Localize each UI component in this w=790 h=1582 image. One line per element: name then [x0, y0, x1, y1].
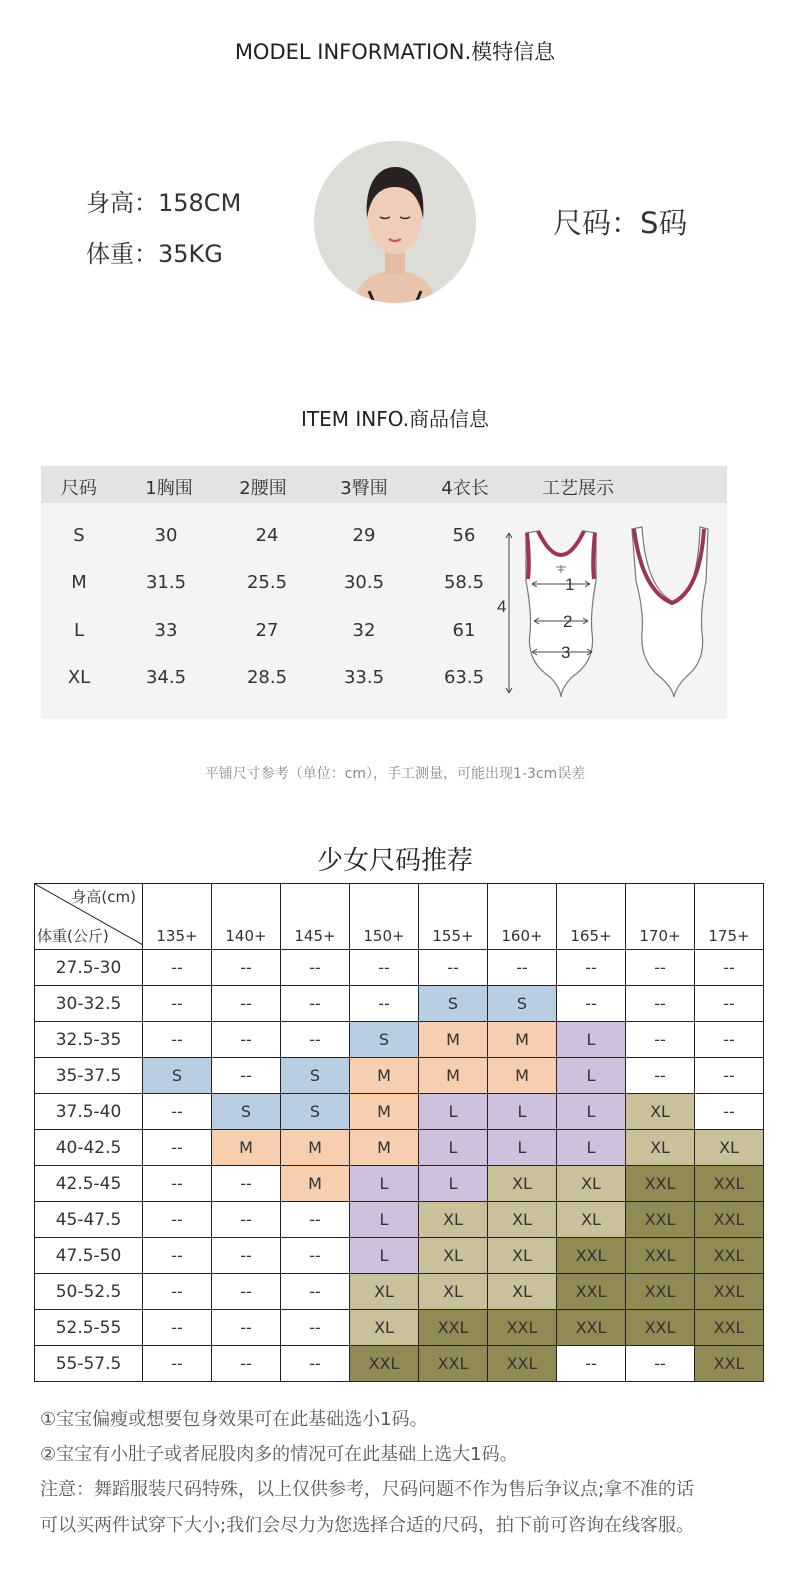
size-cell: XXL — [695, 1274, 764, 1310]
height-header: 150+ — [350, 884, 419, 950]
row-s-length: 56 — [452, 525, 476, 546]
size-cell: XXL — [350, 1346, 419, 1382]
weight-cell: 40-42.5 — [35, 1130, 143, 1166]
size-cell: -- — [419, 950, 488, 986]
height-header: 165+ — [557, 884, 626, 950]
size-cell: XL — [488, 1202, 557, 1238]
leotard-diagram — [496, 521, 716, 701]
height-header: 175+ — [695, 884, 764, 950]
size-cell: -- — [143, 1274, 212, 1310]
measure-note: 平铺尺寸参考（单位：cm），手工测量，可能出现1-3cm误差 — [204, 766, 586, 782]
size-cell: -- — [281, 1022, 350, 1058]
table-row — [35, 950, 764, 986]
row-l-hip: 32 — [352, 620, 376, 641]
row-l-chest: 33 — [154, 620, 178, 641]
size-cell: S — [419, 986, 488, 1022]
model-avatar — [314, 141, 476, 303]
header-waist: 2腰围 — [239, 478, 287, 499]
size-cell: -- — [695, 1058, 764, 1094]
size-cell: -- — [143, 1094, 212, 1130]
size-cell: -- — [143, 950, 212, 986]
size-cell: M — [350, 1130, 419, 1166]
footer-note-1: ①宝宝偏瘦或想要包身效果可在此基础选小1码。 — [40, 1409, 428, 1430]
size-cell: S — [281, 1058, 350, 1094]
size-cell: -- — [626, 986, 695, 1022]
size-cell: -- — [281, 1202, 350, 1238]
item-info-title: ITEM INFO.商品信息 — [300, 407, 490, 431]
size-cell: XXL — [488, 1310, 557, 1346]
size-cell: XXL — [488, 1346, 557, 1382]
row-m-waist: 25.5 — [246, 572, 288, 593]
size-cell: -- — [488, 950, 557, 986]
row-l-size: L — [73, 620, 85, 641]
size-cell: XXL — [626, 1166, 695, 1202]
size-cell: L — [488, 1094, 557, 1130]
size-cell: M — [350, 1058, 419, 1094]
size-cell: -- — [350, 986, 419, 1022]
table-row — [35, 1130, 764, 1166]
row-m-chest: 31.5 — [145, 572, 187, 593]
row-s-waist: 24 — [255, 525, 279, 546]
table-row — [35, 1094, 764, 1130]
size-cell: XXL — [695, 1310, 764, 1346]
weight-cell: 35-37.5 — [35, 1058, 143, 1094]
size-cell: XL — [488, 1274, 557, 1310]
size-cell: XXL — [557, 1274, 626, 1310]
table-row — [35, 1202, 764, 1238]
size-chart-title: 少女尺码推荐 — [316, 846, 473, 876]
item-measure-table — [41, 466, 727, 719]
model-weight: 体重：35KG — [86, 240, 223, 268]
size-cell: -- — [695, 986, 764, 1022]
size-cell: -- — [281, 950, 350, 986]
weight-cell: 55-57.5 — [35, 1346, 143, 1382]
weight-cell: 42.5-45 — [35, 1166, 143, 1202]
footer-note-3: 注意：舞蹈服装尺码特殊，以上仅供参考，尺码问题不作为售后争议点;拿不准的话 — [40, 1479, 695, 1500]
size-cell: L — [557, 1130, 626, 1166]
height-axis-label: 身高(cm) — [71, 888, 136, 906]
height-header: 155+ — [419, 884, 488, 950]
weight-cell: 27.5-30 — [35, 950, 143, 986]
size-cell: L — [350, 1238, 419, 1274]
footer-note-2: ②宝宝有小肚子或者屁股肉多的情况可在此基础上选大1码。 — [40, 1444, 518, 1465]
size-cell: -- — [281, 1274, 350, 1310]
size-cell: -- — [281, 986, 350, 1022]
size-cell: XXL — [419, 1346, 488, 1382]
size-cell: -- — [143, 1166, 212, 1202]
size-cell: -- — [695, 950, 764, 986]
size-cell: XXL — [626, 1238, 695, 1274]
size-cell: XL — [626, 1094, 695, 1130]
size-cell: L — [557, 1022, 626, 1058]
table-row — [35, 1166, 764, 1202]
size-cell: XL — [695, 1130, 764, 1166]
size-cell: -- — [695, 1094, 764, 1130]
header-length: 4衣长 — [441, 478, 489, 499]
size-cell: XXL — [695, 1346, 764, 1382]
row-xl-length: 63.5 — [443, 667, 485, 688]
size-cell: -- — [143, 986, 212, 1022]
size-cell: -- — [557, 986, 626, 1022]
size-cell: -- — [143, 1310, 212, 1346]
size-cell: XXL — [695, 1238, 764, 1274]
size-cell: XL — [350, 1310, 419, 1346]
size-cell: M — [419, 1022, 488, 1058]
footer-note-4: 可以买两件试穿下大小;我们会尽力为您选择合适的尺码，拍下前可咨询在线客服。 — [40, 1515, 695, 1536]
size-cell: M — [281, 1130, 350, 1166]
size-cell: S — [350, 1022, 419, 1058]
size-cell: XL — [626, 1130, 695, 1166]
size-cell: -- — [281, 1346, 350, 1382]
row-xl-hip: 33.5 — [343, 667, 385, 688]
size-cell: L — [557, 1094, 626, 1130]
size-cell: XXL — [557, 1310, 626, 1346]
size-cell: -- — [212, 1274, 281, 1310]
row-s-size: S — [73, 525, 85, 546]
weight-axis-label: 体重(公斤) — [37, 927, 109, 945]
height-header: 140+ — [212, 884, 281, 950]
size-cell: S — [143, 1058, 212, 1094]
size-cell: XL — [557, 1202, 626, 1238]
size-cell: XXL — [695, 1166, 764, 1202]
size-cell: -- — [143, 1022, 212, 1058]
size-cell: S — [281, 1094, 350, 1130]
size-cell: XXL — [695, 1202, 764, 1238]
header-craft: 工艺展示 — [542, 478, 614, 499]
diagram-label-2: 2 — [563, 612, 573, 631]
row-l-waist: 27 — [255, 620, 279, 641]
size-cell: -- — [143, 1238, 212, 1274]
row-xl-size: XL — [67, 667, 91, 688]
row-xl-chest: 34.5 — [145, 667, 187, 688]
size-cell: XL — [488, 1166, 557, 1202]
size-cell: XL — [557, 1166, 626, 1202]
model-height: 身高：158CM — [86, 189, 242, 217]
size-cell: -- — [626, 1346, 695, 1382]
header-hip: 3臀围 — [340, 478, 388, 499]
header-size: 尺码 — [61, 478, 97, 499]
size-cell: XXL — [626, 1274, 695, 1310]
weight-cell: 52.5-55 — [35, 1310, 143, 1346]
size-cell: -- — [557, 950, 626, 986]
table-row — [35, 1274, 764, 1310]
size-cell: S — [212, 1094, 281, 1130]
row-l-length: 61 — [452, 620, 476, 641]
size-cell: XL — [350, 1274, 419, 1310]
size-cell: L — [557, 1058, 626, 1094]
size-cell: M — [419, 1058, 488, 1094]
height-header: 145+ — [281, 884, 350, 950]
size-cell: -- — [143, 1130, 212, 1166]
size-cell: XL — [419, 1202, 488, 1238]
row-s-chest: 30 — [154, 525, 178, 546]
size-cell: XL — [419, 1238, 488, 1274]
diagram-label-3: 3 — [561, 643, 571, 662]
size-cell: L — [488, 1130, 557, 1166]
table-row — [35, 1310, 764, 1346]
size-table-corner — [35, 884, 143, 950]
size-cell: -- — [281, 1310, 350, 1346]
model-size: 尺码：S码 — [553, 206, 688, 240]
size-cell: -- — [143, 1346, 212, 1382]
size-cell: L — [350, 1202, 419, 1238]
table-row — [35, 986, 764, 1022]
size-cell: M — [488, 1058, 557, 1094]
size-cell: XL — [488, 1238, 557, 1274]
size-cell: M — [281, 1166, 350, 1202]
size-table-header-row — [35, 884, 764, 950]
size-cell: XXL — [626, 1310, 695, 1346]
size-cell: L — [419, 1130, 488, 1166]
size-cell: -- — [626, 1022, 695, 1058]
diagram-label-4: 4 — [497, 597, 507, 616]
row-s-hip: 29 — [352, 525, 376, 546]
size-cell: L — [350, 1166, 419, 1202]
model-portrait-illustration — [314, 141, 476, 303]
diagram-label-1: 1 — [565, 575, 575, 594]
header-chest: 1胸围 — [145, 478, 193, 499]
weight-cell: 37.5-40 — [35, 1094, 143, 1130]
weight-cell: 30-32.5 — [35, 986, 143, 1022]
size-cell: -- — [212, 1346, 281, 1382]
size-cell: XL — [419, 1274, 488, 1310]
size-cell: -- — [626, 950, 695, 986]
size-cell: -- — [212, 950, 281, 986]
height-header: 170+ — [626, 884, 695, 950]
size-cell: -- — [695, 1022, 764, 1058]
row-m-size: M — [71, 572, 87, 593]
size-cell: -- — [212, 1166, 281, 1202]
size-cell: M — [212, 1130, 281, 1166]
row-xl-waist: 28.5 — [246, 667, 288, 688]
table-row — [35, 1022, 764, 1058]
size-cell: -- — [212, 1238, 281, 1274]
size-cell: XXL — [557, 1238, 626, 1274]
size-cell: -- — [212, 986, 281, 1022]
table-row — [35, 1058, 764, 1094]
size-cell: XXL — [419, 1310, 488, 1346]
row-m-hip: 30.5 — [343, 572, 385, 593]
row-m-length: 58.5 — [443, 572, 485, 593]
size-cell: -- — [557, 1346, 626, 1382]
size-cell: L — [419, 1094, 488, 1130]
size-cell: L — [419, 1166, 488, 1202]
size-cell: M — [350, 1094, 419, 1130]
weight-cell: 45-47.5 — [35, 1202, 143, 1238]
weight-cell: 32.5-35 — [35, 1022, 143, 1058]
item-table-header — [41, 466, 727, 503]
height-header: 160+ — [488, 884, 557, 950]
height-header: 135+ — [143, 884, 212, 950]
table-row — [35, 1238, 764, 1274]
size-recommend-table — [34, 883, 764, 1382]
size-cell: -- — [212, 1202, 281, 1238]
weight-cell: 47.5-50 — [35, 1238, 143, 1274]
size-cell: XXL — [626, 1202, 695, 1238]
table-row — [35, 1346, 764, 1382]
size-cell: -- — [626, 1058, 695, 1094]
size-cell: -- — [281, 1238, 350, 1274]
size-cell: -- — [143, 1202, 212, 1238]
size-cell: -- — [212, 1058, 281, 1094]
size-cell: -- — [212, 1310, 281, 1346]
size-cell: S — [488, 986, 557, 1022]
size-cell: -- — [212, 1022, 281, 1058]
weight-cell: 50-52.5 — [35, 1274, 143, 1310]
model-info-title: MODEL INFORMATION.模特信息 — [234, 40, 556, 64]
size-cell: M — [488, 1022, 557, 1058]
size-cell: -- — [350, 950, 419, 986]
